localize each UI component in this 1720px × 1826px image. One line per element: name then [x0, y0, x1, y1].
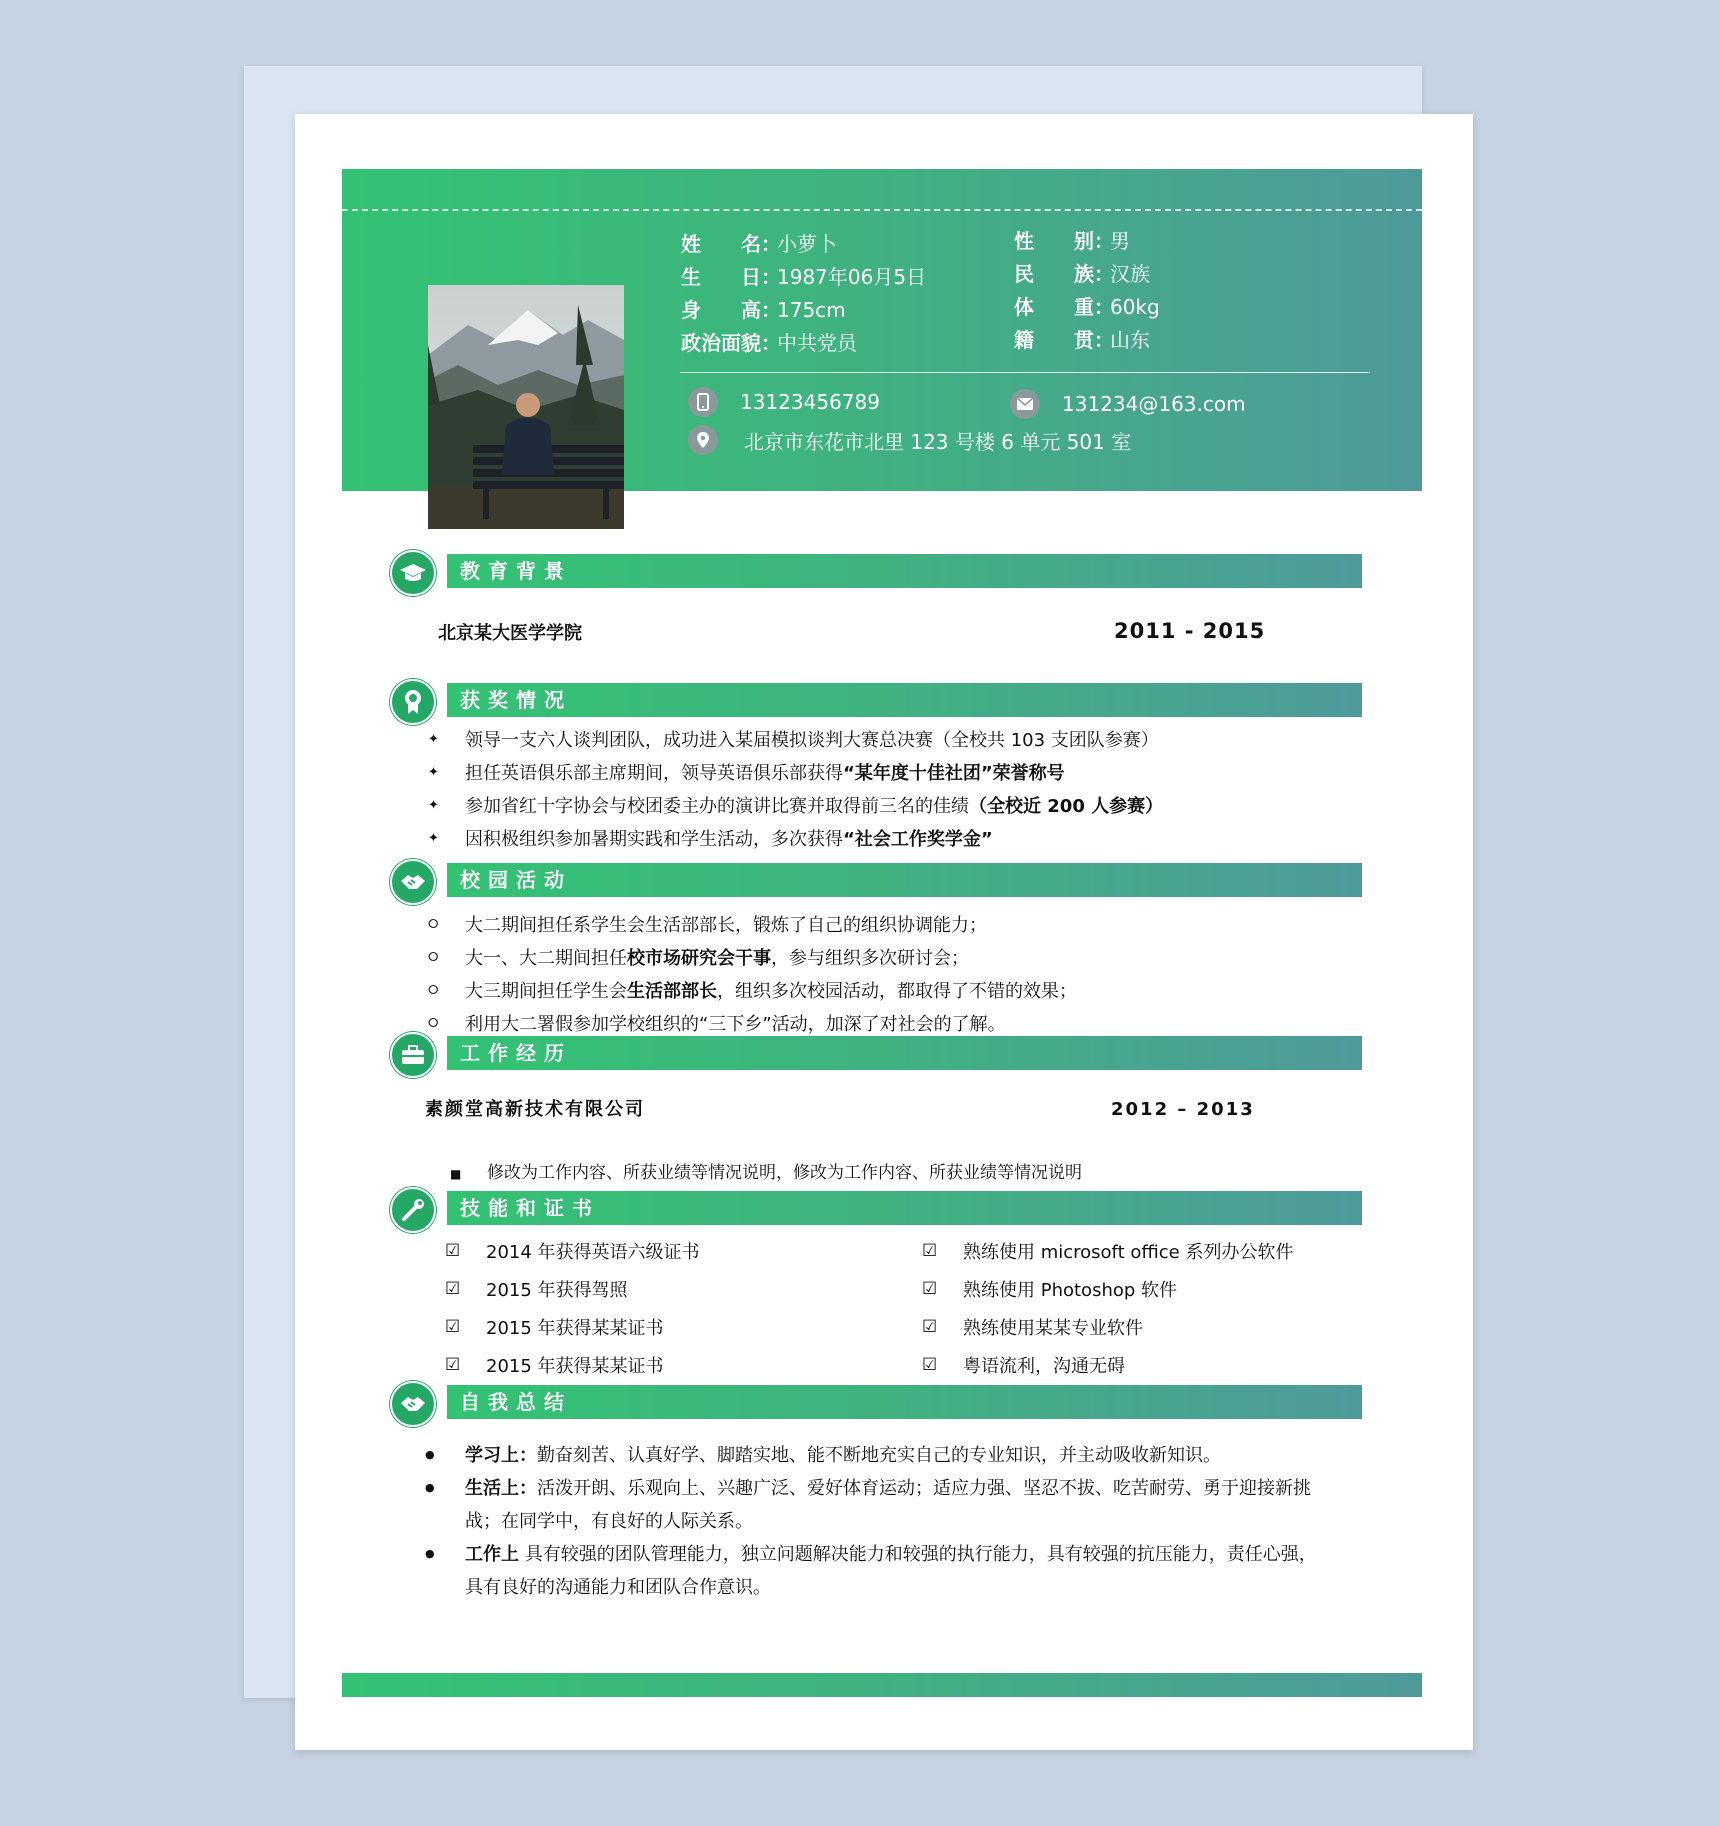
section-title: 工作经历	[460, 1041, 572, 1065]
list-bullet: ✦	[428, 765, 439, 780]
text: 领导一支六人谈判团队，成功进入某届模拟谈判大赛总决赛（全校共 103 支团队参赛）	[465, 730, 1159, 751]
company-name: 素颜堂高新技术有限公司	[425, 1099, 645, 1120]
section-skills	[342, 1190, 1312, 1226]
tools-icon	[390, 1187, 436, 1233]
phone-icon	[688, 387, 718, 417]
text: 具有较强的团队管理能力，独立问题解决能力和较强的执行能力，具有较强的抗压能力，责任心强，	[519, 1544, 1317, 1565]
text: 大一、大二期间担任	[465, 948, 627, 969]
skill-item: 2015 年获得某某证书	[486, 1318, 664, 1339]
award-medal-icon	[390, 679, 436, 725]
contact-address: 北京市东花市北里 123 号楼 6 单元 501 室	[688, 425, 1131, 455]
info-origin: 籍 贯：山东	[1014, 328, 1150, 352]
school-name: 北京某大医学学院	[438, 623, 582, 644]
summary-bullet: ●	[425, 1547, 435, 1560]
checkbox-icon: ☑	[445, 1279, 461, 1299]
list-bullet: ⭘	[428, 917, 439, 932]
checkbox-icon: ☑	[922, 1355, 938, 1375]
bold-text: 工作上	[465, 1544, 519, 1565]
header-dashed-line	[342, 209, 1422, 211]
checkbox-icon: ☑	[445, 1241, 461, 1261]
bold-text: 生活上：	[465, 1478, 537, 1499]
info-right	[1014, 225, 1160, 357]
checkbox-icon: ☑	[445, 1355, 461, 1375]
bold-text: 校市场研究会干事	[627, 948, 771, 969]
text: ，组织多次校园活动，都取得了不错的效果；	[717, 981, 1077, 1002]
info-height: 身 高：175cm	[681, 298, 846, 322]
mail-icon	[1010, 389, 1040, 419]
text: 大三期间担任学生会	[465, 981, 627, 1002]
list-item	[465, 759, 1065, 789]
text: 参加省红十字协会与校团委主办的演讲比赛并取得前三名的佳绩	[465, 796, 969, 817]
checkbox-icon: ☑	[445, 1317, 461, 1337]
section-summary	[342, 1384, 1312, 1420]
skill-item: 2015 年获得驾照	[486, 1280, 628, 1301]
education-years: 2011 - 2015	[1114, 619, 1266, 643]
summary-line	[465, 1474, 1311, 1504]
info-name: 姓 名：小萝卜	[681, 232, 837, 256]
list-item	[465, 792, 1163, 822]
text: 因积极组织参加暑期实践和学生活动，多次获得	[465, 829, 843, 850]
section-title: 获奖情况	[460, 688, 572, 712]
list-item	[465, 825, 993, 855]
info-left	[681, 228, 926, 360]
section-education	[342, 553, 1312, 589]
handshake-icon	[390, 1381, 436, 1427]
section-bar	[447, 683, 1362, 717]
list-item	[465, 726, 1159, 756]
summary-bullet: ●	[425, 1481, 435, 1494]
handshake-icon	[390, 859, 436, 905]
list-bullet: ⭘	[428, 983, 439, 998]
skill-item: 熟练使用某某专业软件	[963, 1318, 1143, 1339]
checkbox-icon: ☑	[922, 1279, 938, 1299]
bold-text: 学习上：	[465, 1445, 537, 1466]
skill-item: 熟练使用 microsoft office 系列办公软件	[963, 1242, 1294, 1263]
section-title: 自我总结	[460, 1390, 572, 1414]
info-birth: 生 日：1987年06月5日	[681, 265, 927, 289]
info-politics: 政治面貌：中共党员	[681, 331, 857, 355]
list-bullet: ✦	[428, 732, 439, 747]
skill-item: 2014 年获得英语六级证书	[486, 1242, 700, 1263]
footer-bar	[342, 1673, 1422, 1697]
contact-email: 131234@163.com	[1010, 389, 1246, 419]
info-weight: 体 重：60kg	[1014, 295, 1160, 319]
list-bullet: ⭘	[428, 1016, 439, 1031]
header-divider	[680, 372, 1370, 373]
info-gender: 性 别：男	[1014, 229, 1130, 253]
list-bullet: ⭘	[428, 950, 439, 965]
profile-photo	[428, 285, 624, 529]
skill-item: 熟练使用 Photoshop 软件	[963, 1280, 1178, 1301]
bold-text: （全校近 200 人参赛）	[969, 796, 1164, 817]
text: 具有良好的沟通能力和团队合作意识。	[465, 1577, 771, 1598]
summary-line	[465, 1507, 753, 1537]
bold-text: 生活部部长	[627, 981, 717, 1002]
skill-item: 2015 年获得某某证书	[486, 1356, 664, 1377]
skill-item: 粤语流利，沟通无碍	[963, 1356, 1125, 1377]
section-bar	[447, 1036, 1362, 1070]
summary-bullet: ●	[425, 1448, 435, 1461]
section-bar	[447, 863, 1362, 897]
list-bullet: ✦	[428, 798, 439, 813]
location-pin-icon	[688, 425, 718, 455]
list-bullet: ✦	[428, 831, 439, 846]
section-work	[342, 1035, 1312, 1071]
resume-page	[295, 114, 1473, 1750]
text: 活泼开朗、乐观向上、兴趣广泛、爱好体育运动；适应力强、坚忍不拔、吃苦耐劳、勇于迎接新挑	[537, 1478, 1311, 1499]
summary-line	[465, 1441, 1221, 1471]
work-years: 2012 – 2013	[1111, 1099, 1255, 1120]
list-item	[465, 944, 969, 974]
work-bullet: ■	[450, 1167, 462, 1181]
section-title: 技能和证书	[460, 1196, 600, 1220]
bold-text: “社会工作奖学金”	[843, 829, 993, 850]
graduation-cap-icon	[390, 550, 436, 596]
list-item	[465, 977, 1077, 1007]
text: 大二期间担任系学生会生活部部长，锻炼了自己的组织协调能力；	[465, 915, 987, 936]
info-ethnicity: 民 族：汉族	[1014, 262, 1150, 286]
summary-line	[465, 1573, 771, 1603]
section-awards	[342, 682, 1312, 718]
section-title: 教育背景	[460, 559, 572, 583]
section-title: 校园活动	[460, 868, 572, 892]
text: 勤奋刻苦、认真好学、脚踏实地、能不断地充实自己的专业知识，并主动吸收新知识。	[537, 1445, 1221, 1466]
profile-header	[342, 169, 1422, 491]
checkbox-icon: ☑	[922, 1241, 938, 1261]
summary-line	[465, 1540, 1317, 1570]
checkbox-icon: ☑	[922, 1317, 938, 1337]
text: 担任英语俱乐部主席期间，领导英语俱乐部获得	[465, 763, 843, 784]
list-item	[465, 911, 987, 941]
section-bar	[447, 554, 1362, 588]
bold-text: “某年度十佳社团”荣誉称号	[843, 763, 1065, 784]
briefcase-icon	[390, 1032, 436, 1078]
section-bar	[447, 1385, 1362, 1419]
text: 战；在同学中，有良好的人际关系。	[465, 1511, 753, 1532]
text: 利用大二署假参加学校组织的“三下乡”活动，加深了对社会的了解。	[465, 1014, 1006, 1035]
section-campus	[342, 862, 1312, 898]
work-description: 修改为工作内容、所获业绩等情况说明，修改为工作内容、所获业绩等情况说明	[487, 1163, 1082, 1183]
text: ，参与组织多次研讨会；	[771, 948, 969, 969]
contact-phone: 13123456789	[688, 387, 880, 417]
